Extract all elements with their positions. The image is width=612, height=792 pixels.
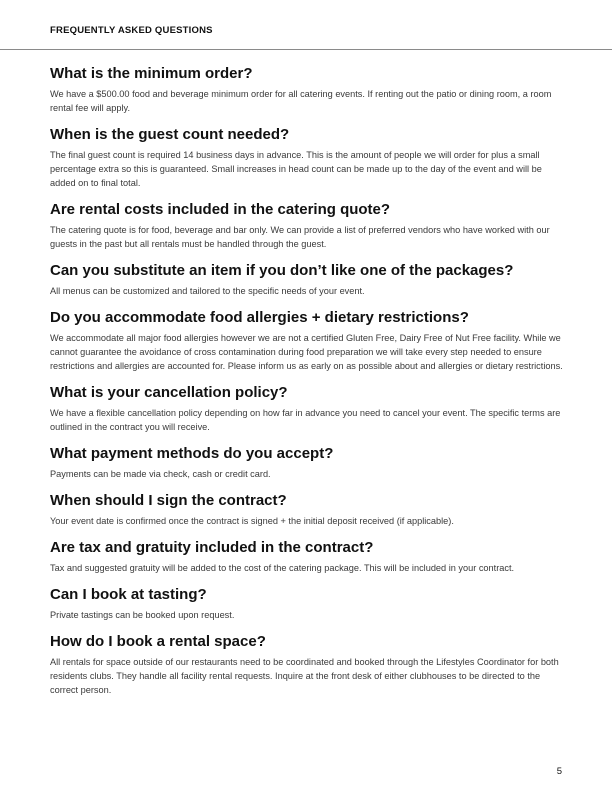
faq-answer: Your event date is confirmed once the contract is signed + the initial deposit received (if applicable). xyxy=(50,516,454,526)
faq-item-allergies xyxy=(50,308,565,373)
faq-question: How do I book a rental space? xyxy=(50,633,266,650)
faq-item-tasting xyxy=(50,585,565,622)
faq-question: Do you accommodate food allergies + dietary restrictions? xyxy=(50,309,469,326)
faq-question: Are rental costs included in the catering quote? xyxy=(50,201,391,218)
faq-question: When should I sign the contract? xyxy=(50,492,287,509)
faq-answer: Private tastings can be booked upon request. xyxy=(50,610,235,620)
faq-answer: We have a $500.00 food and beverage minimum order for all catering events. If renting out the patio or dining room, a room rental fee will apply. xyxy=(50,89,552,113)
faq-answer: The catering quote is for food, beverage and bar only. We can provide a list of preferred vendors who have worked with our guests in the past but all rentals must be handled through the guest. xyxy=(50,225,550,249)
faq-answer: Payments can be made via check, cash or credit card. xyxy=(50,469,271,479)
faq-item-substitutions xyxy=(50,261,565,298)
faq-item-tax-gratuity xyxy=(50,538,565,575)
faq-answer: The final guest count is required 14 business days in advance. This is the amount of people we will order for plus a small percentage extra so this is guaranteed. Small increases in head count can be made up to the day of the event and will be added on to final total. xyxy=(50,150,542,188)
page-header xyxy=(0,0,612,50)
faq-question: Can you substitute an item if you don’t like one of the packages? xyxy=(50,262,514,279)
faq-question: Can I book at tasting? xyxy=(50,586,207,603)
faq-item-guest-count xyxy=(50,125,565,190)
faq-answer: All rentals for space outside of our restaurants need to be coordinated and booked through the Lifestyles Coordinator for both residents clubs. They handle all facility rental requests. Inquire at the front desk of either clubhouses to be directed to the correct person. xyxy=(50,657,559,695)
faq-item-contract-signing xyxy=(50,491,565,528)
faq-answer: All menus can be customized and tailored to the specific needs of your event. xyxy=(50,286,365,296)
faq-answer: Tax and suggested gratuity will be added to the cost of the catering package. This will be included in your contract. xyxy=(50,563,515,573)
faq-question: When is the guest count needed? xyxy=(50,126,290,143)
faq-question: What is your cancellation policy? xyxy=(50,384,288,401)
section-title: FREQUENTLY ASKED QUESTIONS xyxy=(50,25,213,36)
faq-question: Are tax and gratuity included in the contract? xyxy=(50,539,374,556)
faq-item-cancellation xyxy=(50,383,565,434)
faq-question: What is the minimum order? xyxy=(50,65,253,82)
faq-answer: We accommodate all major food allergies however we are not a certified Gluten Free, Dairy Free of Nut Free facility. While we cannot guarantee the avoidance of cross contamination during food preparation we will take every step needed to ensure restrictions and allergies are accounted for. Please inform us as early on as possible about and allergies or dietary restrictions. xyxy=(50,333,563,371)
faq-item-rental-space xyxy=(50,632,565,697)
faq-item-payment-methods xyxy=(50,444,565,481)
faq-answer: We have a flexible cancellation policy depending on how far in advance you need to cancel your event. The specific terms are outlined in the contract you will receive. xyxy=(50,408,561,432)
faq-list xyxy=(50,64,565,707)
faq-item-minimum-order xyxy=(50,64,565,115)
faq-item-rental-costs xyxy=(50,200,565,251)
faq-question: What payment methods do you accept? xyxy=(50,445,334,462)
page-number: 5 xyxy=(556,766,562,777)
